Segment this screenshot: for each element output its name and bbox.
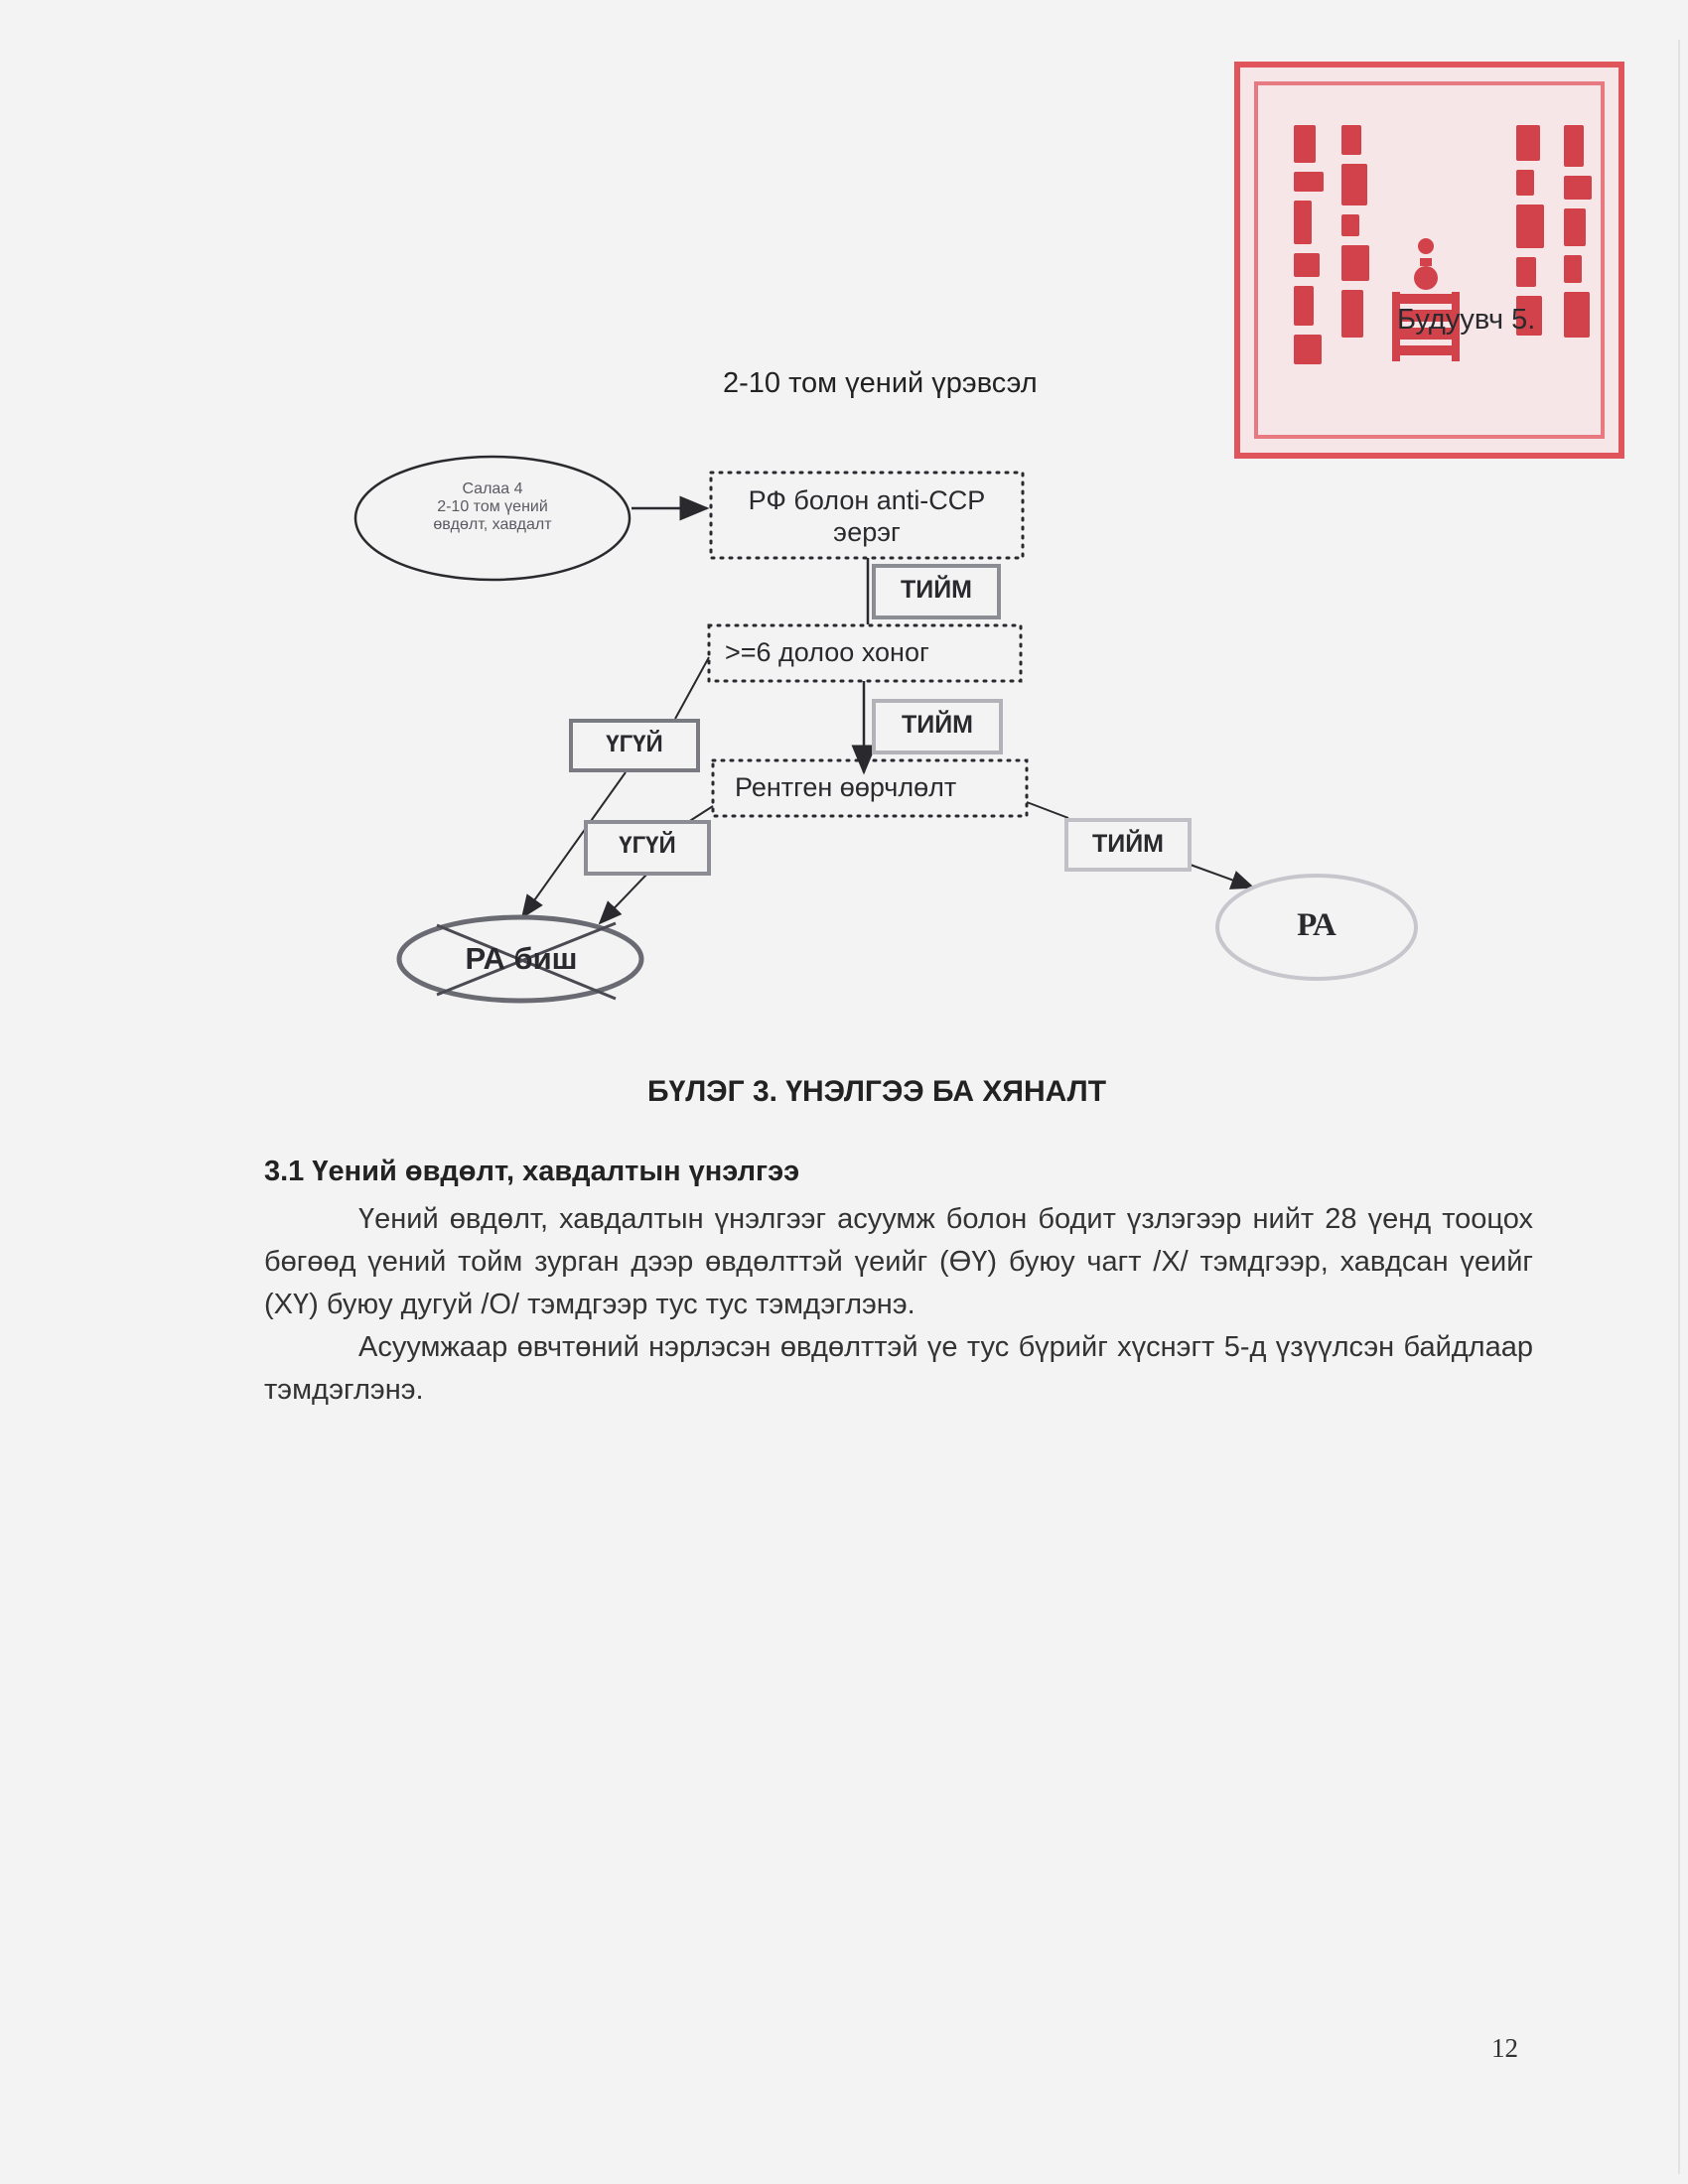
start-line-1: Салаа 4 [462,480,523,497]
step2-node-text: >=6 долоо хоног [725,637,929,667]
section-subheading: 3.1 Үений өвдөлт, хавдалтын үнэлгээ [264,1156,800,1187]
start-line-2: 2-10 том үений [437,498,548,515]
step3-node-text: Рентген өөрчлөлт [735,772,957,802]
page-number: 12 [1491,2033,1518,2063]
no1-label: ҮГҮЙ [606,731,663,757]
yes2-label: ТИЙМ [901,711,974,739]
step1-line-1: РФ болон anti-CCP [748,485,986,515]
step1-line-2: эерэг [833,517,901,547]
yes1-label: ТИЙМ [900,576,973,604]
negative-outcome-label: РА биш [465,941,578,976]
start-node-text [413,480,572,534]
diagram-title: 2-10 том үений үрэвсэл [723,367,1038,399]
start-line-3: өвдөлт, хавдалт [433,516,552,533]
connector-yes3-top [1027,802,1068,818]
chapter-heading: БҮЛЭГ 3. ҮНЭЛГЭЭ БА ХЯНАЛТ [647,1075,1107,1108]
arrow-yes3-to-positive [1188,864,1253,887]
connector-no1-top [675,657,709,719]
body-paragraph-2: Асуумжаар өвчтөний нэрлэсэн өвдөлттэй үе тус бүрийг хүснэгт 5-д үзүүлсэн байдлаар тэмдэглэнэ. [264,1331,1533,1406]
appendix-label: Будуувч 5. [1397,304,1536,336]
step1-node-text [711,484,1023,548]
arrow-no2-to-negative [600,874,647,923]
positive-outcome-label: РА [1297,907,1336,943]
yes3-label: ТИЙМ [1091,830,1165,858]
body-paragraph-1: Үений өвдөлт, хавдалтын үнэлгээг асуумж болон бодит үзлэгээр нийт 28 үенд тооцох бөгөөд үений тойм зурган дээр өвдөлттэй үеийг (ӨҮ) буюу чагт /X/ тэмдгээр, хавдсан үеийг (ХҮ) буюу дугуй /О/ тэмдгээр тус тус тэмдэглэнэ. [264,1203,1533,1320]
no2-label: ҮГҮЙ [619,832,676,859]
